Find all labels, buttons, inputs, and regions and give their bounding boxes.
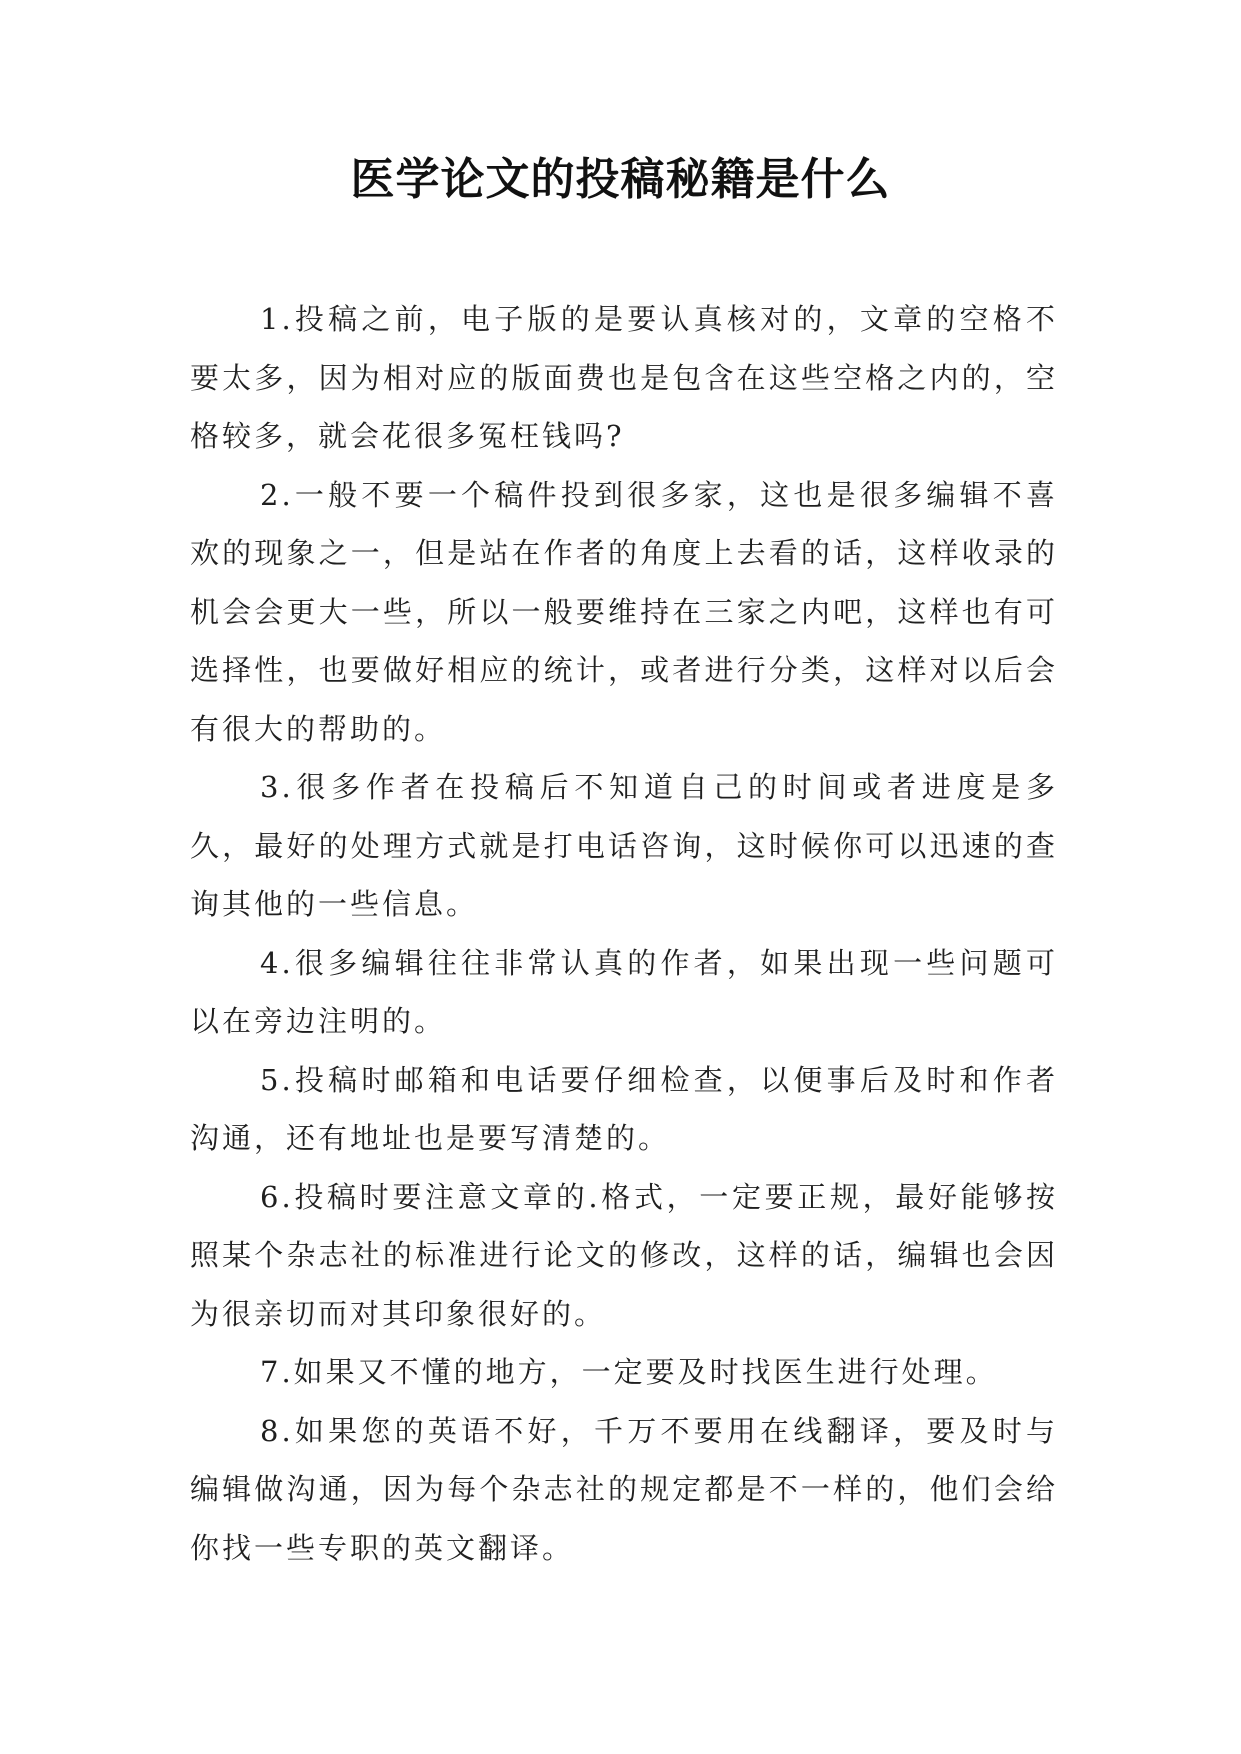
document-body [190,290,1058,1577]
paragraph-8: 8.如果您的英语不好，千万不要用在线翻译，要及时与编辑做沟通，因为每个杂志社的规定都是不一样的，他们会给你找一些专职的英文翻译。 [190,1413,1058,1565]
paragraph-6: 6.投稿时要注意文章的.格式，一定要正规，最好能够按照某个杂志社的标准进行论文的修改，这样的话，编辑也会因为很亲切而对其印象很好的。 [190,1179,1058,1331]
paragraph-4: 4.很多编辑往往非常认真的作者，如果出现一些问题可以在旁边注明的。 [190,945,1058,1038]
document-title: 医学论文的投稿秘籍是什么 [350,154,891,205]
paragraph-5: 5.投稿时邮箱和电话要仔细检查，以便事后及时和作者沟通，还有地址也是要写清楚的。 [190,1062,1058,1155]
paragraph-2: 2.一般不要一个稿件投到很多家，这也是很多编辑不喜欢的现象之一，但是站在作者的角度上去看的话，这样收录的机会会更大一些，所以一般要维持在三家之内吧，这样也有可选择性，也要做好相应的统计，或者进行分类，这样对以后会有很大的帮助的。 [190,477,1058,746]
paragraph-3: 3.很多作者在投稿后不知道自己的时间或者进度是多久，最好的处理方式就是打电话咨询，这时候你可以迅速的查询其他的一些信息。 [190,770,1058,921]
paragraph-1: 1.投稿之前，电子版的是要认真核对的，文章的空格不要太多，因为相对应的版面费也是包含在这些空格之内的，空格较多，就会花很多冤枉钱吗? [190,302,1058,453]
paragraph-7: 7.如果又不懂的地方，一定要及时找医生进行处理。 [260,1355,998,1389]
